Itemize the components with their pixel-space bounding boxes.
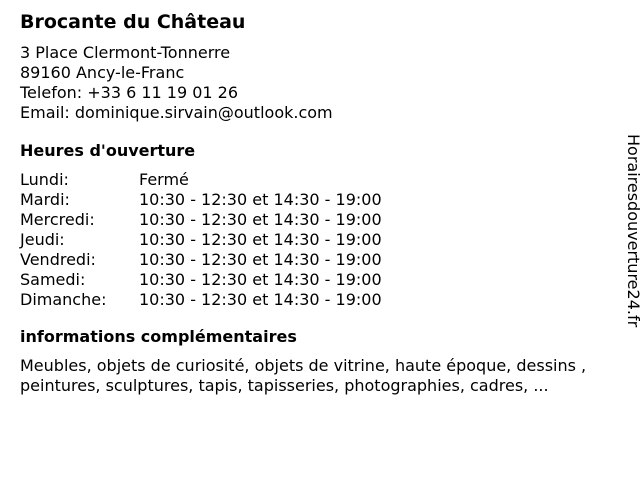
hours-day: Samedi: <box>20 270 86 289</box>
hours-table <box>20 170 620 310</box>
hours-time: 10:30 - 12:30 et 14:30 - 19:00 <box>139 190 382 209</box>
hours-day: Vendredi: <box>20 250 96 269</box>
contact-block <box>20 43 620 123</box>
hours-day: Mercredi: <box>20 210 95 229</box>
hours-heading: Heures d'ouverture <box>20 141 196 160</box>
business-card <box>20 10 620 396</box>
phone-line: Telefon: +33 6 11 19 01 26 <box>20 83 239 102</box>
hours-row-monday <box>20 170 620 190</box>
email-line: Email: dominique.sirvain@outlook.com <box>20 103 333 122</box>
hours-row-friday <box>20 250 620 270</box>
hours-row-wednesday <box>20 210 620 230</box>
business-name: Brocante du Château <box>20 11 246 33</box>
hours-row-thursday <box>20 230 620 250</box>
hours-row-tuesday <box>20 190 620 210</box>
hours-time: 10:30 - 12:30 et 14:30 - 19:00 <box>139 270 382 289</box>
address-line-city: 89160 Ancy-le-Franc <box>20 63 185 82</box>
hours-row-sunday <box>20 290 620 310</box>
site-watermark: Horairesdouverture24.fr <box>624 134 643 328</box>
hours-day: Mardi: <box>20 190 70 209</box>
hours-time: 10:30 - 12:30 et 14:30 - 19:00 <box>139 210 382 229</box>
info-heading: informations complémentaires <box>20 327 297 346</box>
hours-time: 10:30 - 12:30 et 14:30 - 19:00 <box>139 230 382 249</box>
info-description: Meubles, objets de curiosité, objets de vitrine, haute époque, dessins , peintures, sculptures, tapis, tapisseries, photographies, cadres, ... <box>20 356 587 395</box>
hours-day: Lundi: <box>20 170 69 189</box>
hours-time: Fermé <box>139 170 189 189</box>
hours-row-saturday <box>20 270 620 290</box>
hours-day: Dimanche: <box>20 290 107 309</box>
hours-time: 10:30 - 12:30 et 14:30 - 19:00 <box>139 250 382 269</box>
hours-time: 10:30 - 12:30 et 14:30 - 19:00 <box>139 290 382 309</box>
hours-day: Jeudi: <box>20 230 65 249</box>
address-line-street: 3 Place Clermont-Tonnerre <box>20 43 231 62</box>
